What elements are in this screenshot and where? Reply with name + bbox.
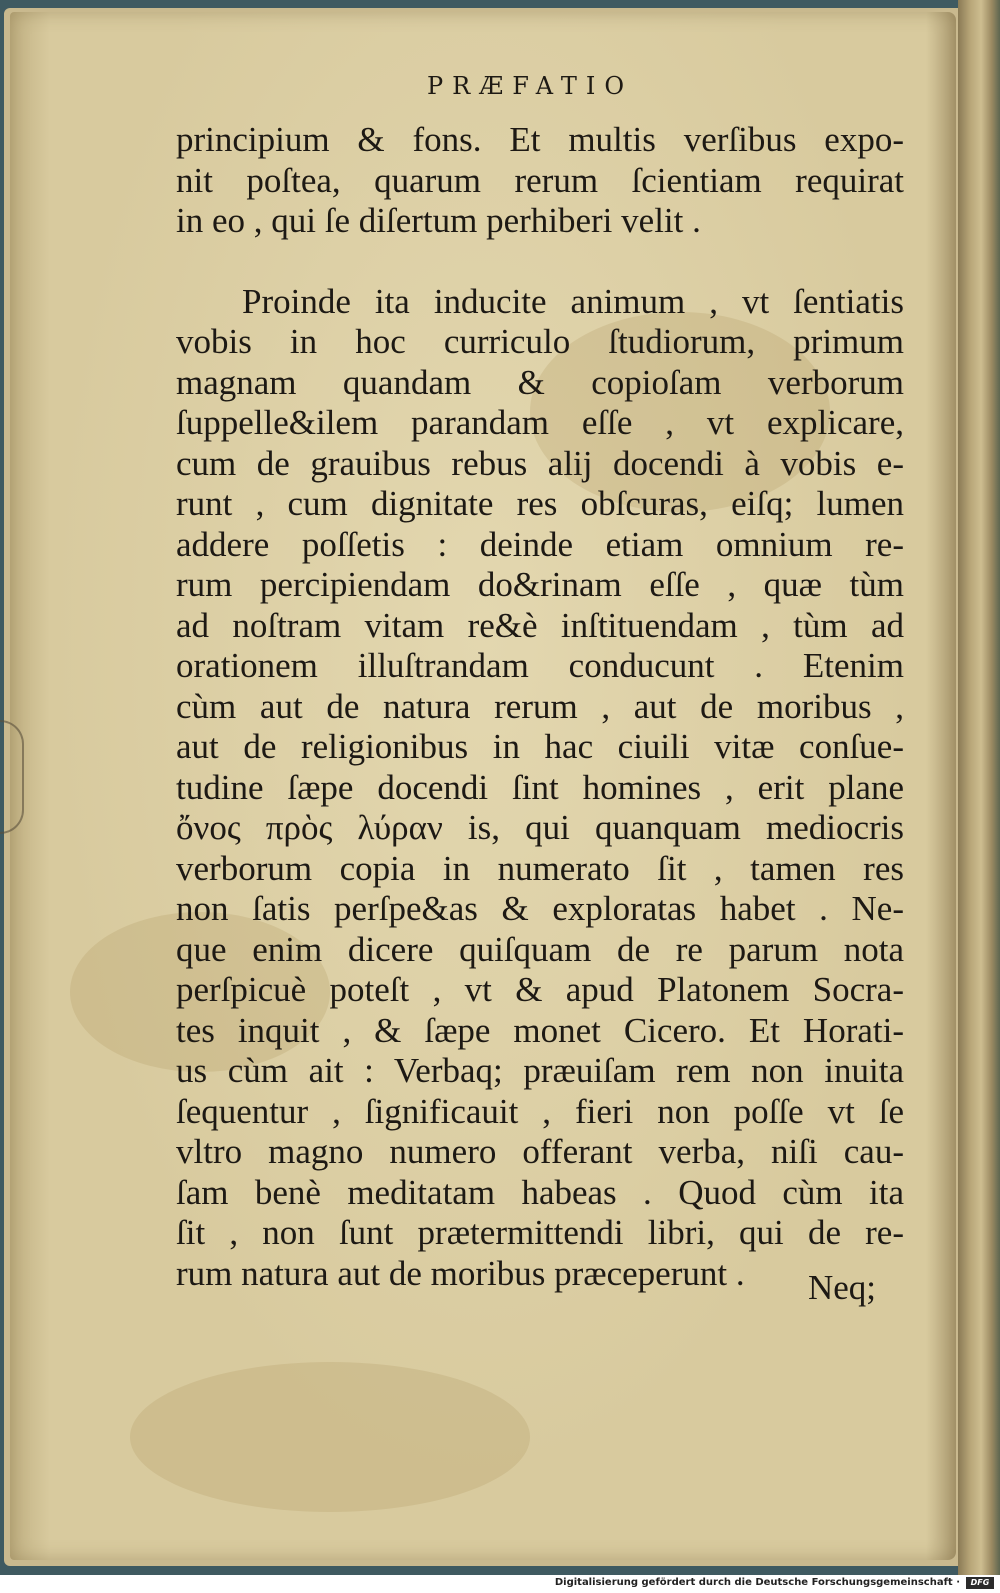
text-line: vobis in hoc curriculo ſtudiorum, primum bbox=[176, 322, 904, 361]
text-line: rum natura aut de moribus præceperunt . bbox=[176, 1253, 745, 1293]
catchword: Neq; bbox=[808, 1268, 877, 1307]
clasp-impression bbox=[0, 720, 24, 834]
text-line: perſpicuè poteſt , vt & apud Platonem Socra- bbox=[176, 970, 904, 1009]
text-line: ſam benè meditatam habeas . Quod cùm ita bbox=[176, 1172, 904, 1212]
text-line: us cùm ait : Verbaq; præuiſam rem non inuita bbox=[176, 1051, 904, 1090]
text-line: verborum copia in numerato ſit , tamen res bbox=[176, 848, 904, 888]
text-line: que enim dicere quiſquam de re parum nota bbox=[176, 929, 904, 969]
running-head: PRÆFATIO bbox=[427, 72, 633, 100]
text-line: tudine ſæpe docendi ſint homines , erit plane bbox=[176, 767, 904, 807]
text-line: nit poſtea, quarum rerum ſcientiam requirat bbox=[176, 160, 904, 200]
text-line: non ſatis perſpe&as & exploratas habet . Ne- bbox=[176, 889, 904, 928]
text-line: cùm aut de natura rerum , aut de moribus , bbox=[176, 686, 904, 726]
text-line: ſequentur , ſignificauit , fieri non poſſe vt ſe bbox=[176, 1091, 904, 1131]
text-line: runt , cum dignitate res obſcuras, eiſq; lumen bbox=[176, 484, 904, 523]
text-line: orationem illuſtrandam conducunt . Etenim bbox=[176, 646, 904, 685]
text-line: ὄνος πρὸς λύραν is, qui quanquam mediocris bbox=[176, 808, 904, 847]
text-line: Proinde ita inducite animum , vt ſentiatis bbox=[242, 281, 904, 321]
text-line: ad noſtram vitam re&è inſtituendam , tùm ad bbox=[176, 605, 904, 645]
paper-stain bbox=[130, 1362, 530, 1512]
footer-credit: Digitalisierung gefördert durch die Deutsche Forschungsgemeinschaft · bbox=[554, 1577, 960, 1588]
book-fore-edge bbox=[958, 0, 1000, 1575]
text-line: in eo , qui ſe diſertum perhiberi velit . bbox=[176, 201, 701, 240]
text-line: rum percipiendam do&rinam eſſe , quæ tùm bbox=[176, 565, 904, 604]
text-line: aut de religionibus in hac ciuili vitæ conſue- bbox=[176, 727, 904, 766]
text-line: tes inquit , & ſæpe monet Cicero. Et Horati- bbox=[176, 1010, 904, 1050]
paragraph-gap bbox=[176, 242, 904, 282]
body-text bbox=[176, 120, 904, 1294]
text-line: vltro magno numero offerant verba, niſi cau- bbox=[176, 1132, 904, 1171]
text-line: addere poſſetis : deinde etiam omnium re- bbox=[176, 524, 904, 564]
text-line: principium & fons. Et multis verſibus expo- bbox=[176, 120, 904, 159]
footer-bar bbox=[0, 1575, 1000, 1593]
text-line: ſuppelle&ilem parandam eſſe , vt explicare, bbox=[176, 403, 904, 442]
dfg-logo[interactable]: DFG bbox=[966, 1577, 994, 1589]
paragraph bbox=[176, 120, 904, 242]
text-line: cum de grauibus rebus alij docendi à vobis e- bbox=[176, 443, 904, 483]
text-line: magnam quandam & copioſam verborum bbox=[176, 362, 904, 402]
paragraph bbox=[176, 282, 904, 1295]
text-line: ſit , non ſunt prætermittendi libri, qui de re- bbox=[176, 1213, 904, 1252]
